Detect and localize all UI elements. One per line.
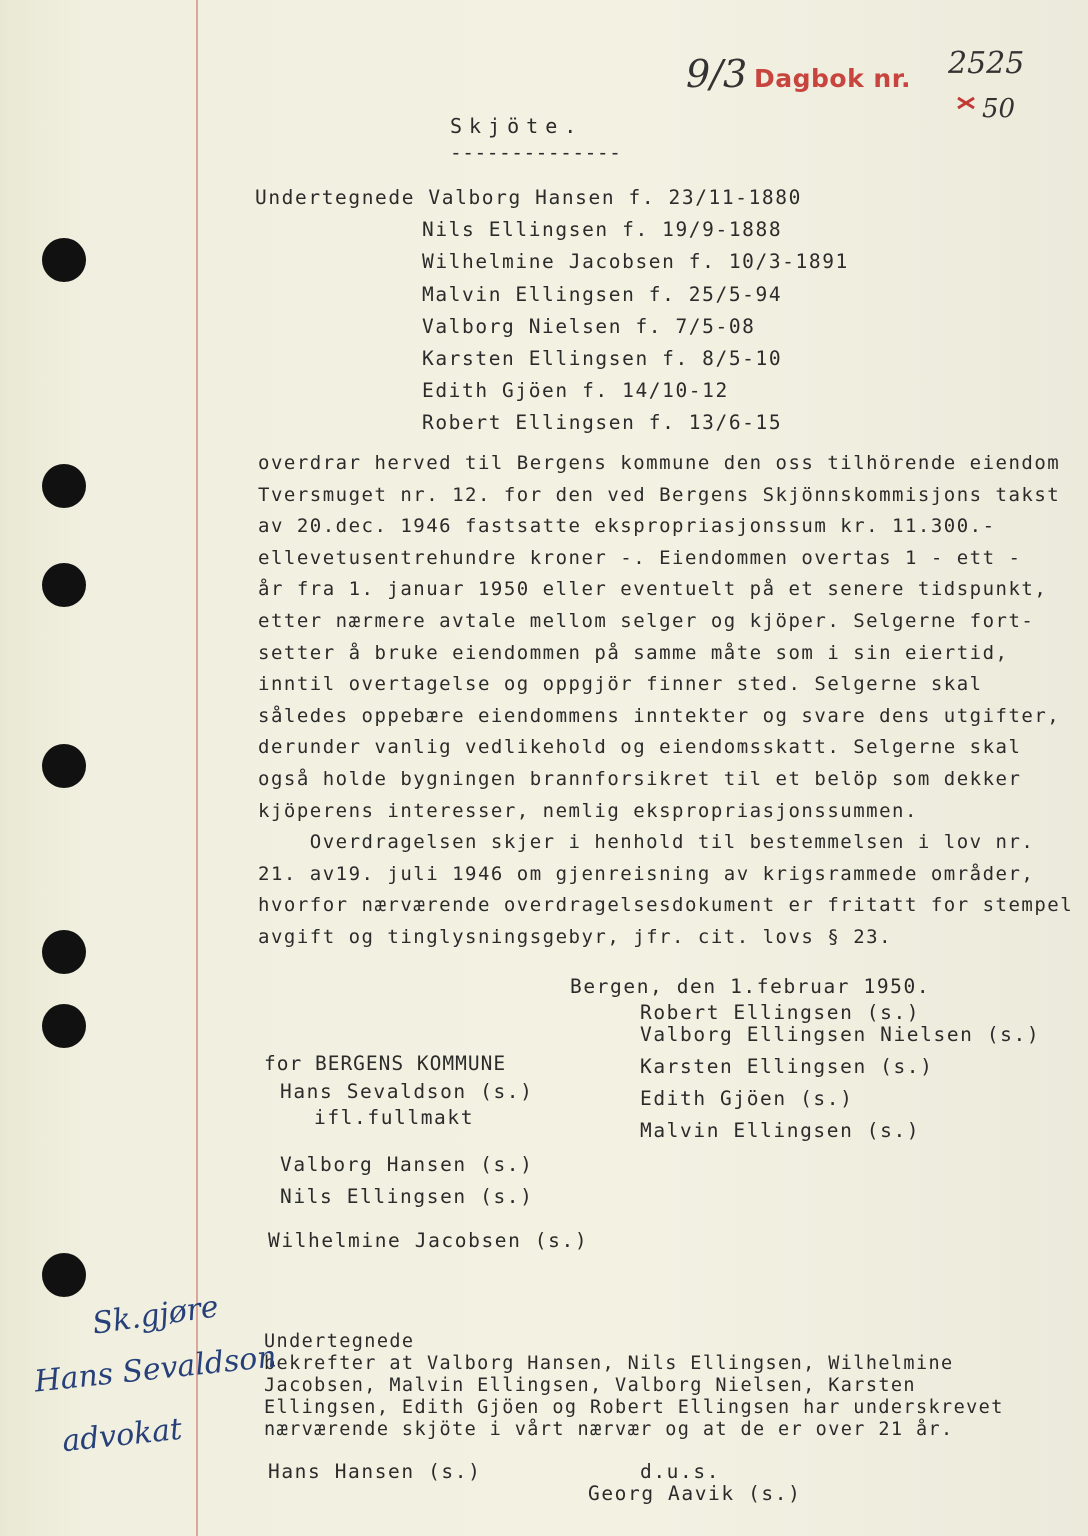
seller-line: Karsten Ellingsen f. 8/5-10 [422, 347, 783, 370]
right-signature: Malvin Ellingsen (s.) [640, 1119, 921, 1142]
punch-hole [42, 1004, 86, 1048]
body-line: overdrar herved til Bergens kommune den oss tilhörende eiendom [258, 452, 1061, 474]
body-line: hvorfor nærværende overdragelsesdokument er fritatt for stempel [258, 894, 1074, 917]
body-line: således oppebære eiendommens inntekter og svare dens utgifter, [258, 704, 1061, 727]
place-date: Bergen, den 1.februar 1950. [570, 975, 931, 998]
seller-line: Valborg Nielsen f. 7/5-08 [422, 314, 756, 338]
handwritten-date: 9/3 [686, 52, 748, 96]
diary-stamp [686, 46, 1046, 132]
handwritten-number: 2525 [948, 46, 1025, 81]
seller-line: Edith Gjöen f. 14/10-12 [422, 379, 729, 403]
left-signature: Nils Ellingsen (s.) [280, 1185, 534, 1208]
stamp-label: Dagbok nr. [754, 64, 911, 93]
left-signature: Valborg Hansen (s.) [280, 1153, 534, 1176]
stamp-mark-icon [956, 96, 976, 110]
witness-line: Undertegnede [264, 1331, 415, 1352]
witness-dus: d.u.s. [640, 1460, 721, 1483]
seller-line: Robert Ellingsen f. 13/6-15 [422, 411, 783, 435]
body-line: også holde bygningen brannforsikret til et belöp som dekker [258, 768, 1022, 790]
document-title: Skjöte. [450, 114, 584, 138]
witness-signature-2: Georg Aavik (s.) [588, 1482, 802, 1505]
witness-line: Ellingsen, Edith Gjöen og Robert Ellingsen har underskrevet [264, 1397, 1004, 1418]
witness-line: nærværende skjöte i vårt nærvær og at de er over 21 år. [264, 1419, 954, 1440]
seller-line: Nils Ellingsen f. 19/9-1888 [422, 218, 783, 242]
seller-line: Wilhelmine Jacobsen f. 10/3-1891 [422, 250, 849, 274]
right-signature: Valborg Ellingsen Nielsen (s.) [640, 1023, 1041, 1046]
municipality-signer: Hans Sevaldson (s.) [280, 1080, 534, 1103]
body-line: derunder vanlig vedlikehold og eiendomsskatt. Selgerne skal [258, 736, 1022, 759]
witness-line: Jacobsen, Malvin Ellingsen, Valborg Nielsen, Karsten [264, 1375, 916, 1396]
body-line: etter nærmere avtale mellom selger og kjöper. Selgerne fort- [258, 610, 1035, 632]
body-line: år fra 1. januar 1950 eller eventuelt på et senere tidspunkt, [258, 578, 1048, 601]
punch-hole [42, 464, 86, 508]
body-line: Tversmuget nr. 12. for den ved Bergens Skjönnskommisjons takst [258, 483, 1061, 506]
margin-note-line-1: Sk.gjøre [90, 1289, 221, 1342]
body-line: kjöperens interesser, nemlig ekspropriasjonssummen. [258, 799, 918, 822]
punch-hole [42, 563, 86, 607]
title-underline: -------------- [450, 141, 622, 164]
witness-signature-1: Hans Hansen (s.) [268, 1460, 482, 1483]
punch-hole [42, 930, 86, 974]
body-line: av 20.dec. 1946 fastsatte ekspropriasjonssum kr. 11.300.- [258, 515, 996, 538]
handwritten-year: 50 [982, 94, 1016, 124]
body-line: avgift og tinglysningsgebyr, jfr. cit. lovs § 23. [258, 926, 893, 948]
punch-hole [42, 1253, 86, 1297]
margin-note-line-2: Hans Sevaldson [32, 1339, 279, 1400]
municipality-label: for BERGENS KOMMUNE [264, 1052, 507, 1075]
body-line: inntil overtagelse og oppgjör finner sted. Selgerne skal [258, 673, 983, 696]
right-signature: Edith Gjöen (s.) [640, 1087, 854, 1110]
witness-line: bekrefter at Valborg Hansen, Nils Ellingsen, Wilhelmine [264, 1353, 954, 1374]
authority-note: ifl.fullmakt [314, 1106, 475, 1129]
margin-note-line-3: advokat [60, 1411, 184, 1460]
left-signature: Wilhelmine Jacobsen (s.) [268, 1229, 589, 1252]
punch-hole [42, 238, 86, 282]
punch-hole [42, 744, 86, 788]
seller-line: Undertegnede Valborg Hansen f. 23/11-1880 [255, 186, 802, 209]
right-signature: Robert Ellingsen (s.) [640, 1001, 921, 1024]
body-line: setter å bruke eiendommen på samme måte som i sin eiertid, [258, 641, 1009, 664]
right-signature: Karsten Ellingsen (s.) [640, 1055, 934, 1078]
body-line: Overdragelsen skjer i henhold til bestemmelsen i lov nr. [258, 831, 1035, 854]
seller-line: Malvin Ellingsen f. 25/5-94 [422, 282, 783, 306]
body-line: ellevetusentrehundre kroner -. Eiendommen overtas 1 - ett - [258, 546, 1022, 569]
body-line: 21. av19. juli 1946 om gjenreisning av krigsrammede områder, [258, 862, 1035, 885]
